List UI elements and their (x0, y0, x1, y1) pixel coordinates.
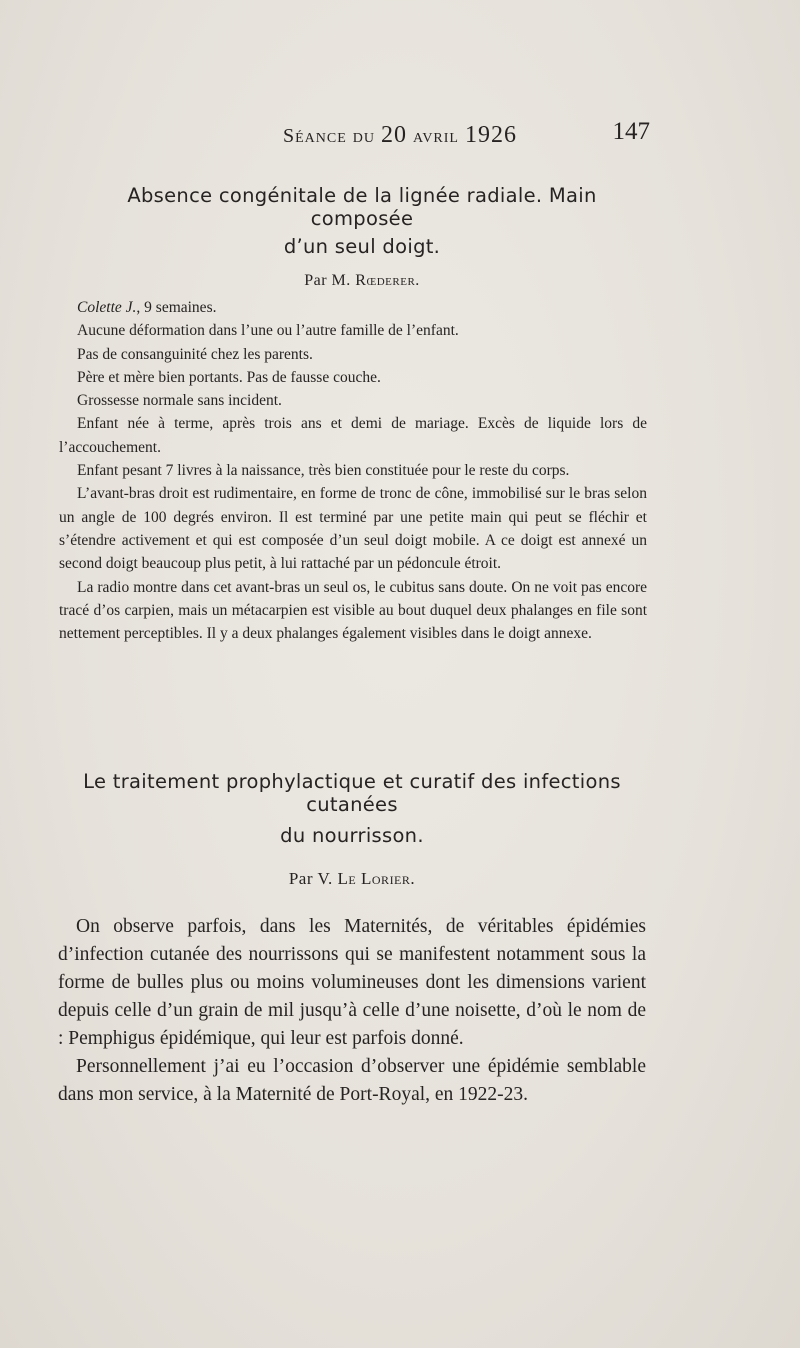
paragraph: L’avant-bras droit est rudimentaire, en forme de tronc de cône, immobilisé sur le bras selon un angle de 100 degrés environ. Il est terminé par une petite main qui peut se fléchir et s’étendre activement et qui est composée d’un seul doigt mobile. A ce doigt est annexé un second doigt beaucoup plus petit, à lui rattaché par un pédoncule étroit. (59, 485, 647, 573)
byline-prefix: Par M. (304, 272, 356, 289)
running-title-month: avril (407, 125, 465, 147)
paragraph: Personnellement j’ai eu l’occasion d’observer une épidémie semblable dans mon service, à la Maternité de Port-Royal, en 1922-23. (58, 1056, 646, 1105)
article-title-line-2: d’un seul doigt. (283, 235, 441, 258)
article-body (59, 296, 647, 645)
byline-prefix: Par V. (288, 869, 338, 888)
paragraph: Aucune déformation dans l’une ou l’autre famille de l’enfant. (77, 322, 459, 340)
paragraph: Pas de consanguinité chez les parents. (77, 345, 313, 363)
paragraph: Enfant née à terme, après trois ans et demi de mariage. Excès de liquide lors de l’accouchement. (59, 415, 647, 456)
running-header (0, 118, 800, 152)
paragraph: On observe parfois, dans les Maternités, de véritables épidémies d’infection cutanée des nourrissons qui se manifestent notamment sous la forme de bulles plus ou moins volumineuses dont les dimensions varient depuis celle d’un grain de mil jusqu’à celle d’une noisette, d’où le nom de : Pemphigus épidémique, qui leur est parfois donné. (58, 916, 646, 1049)
patient-name: Colette J. (77, 299, 137, 316)
article-absence-congenitale (59, 184, 647, 645)
article-title-line-2: du nourrisson. (280, 824, 424, 847)
page-number: 147 (612, 118, 650, 145)
article-title-line-1: Absence congénitale de la lignée radiale. Main composée (127, 184, 597, 230)
running-title-part: Séance du (283, 125, 382, 147)
patient-age: , 9 semaines. (136, 299, 217, 316)
running-title-day: 20 (381, 122, 408, 148)
byline-author: Le Lorier. (337, 869, 416, 888)
paragraph: Père et mère bien portants. Pas de fausse couche. (77, 368, 381, 386)
running-title (0, 122, 800, 149)
article-title-line-1: Le traitement prophylactique et curatif des infections cutanées (83, 770, 621, 816)
paragraph: Grossesse normale sans incident. (77, 392, 282, 410)
article-byline (58, 869, 646, 889)
article-traitement-prophylactique (58, 770, 646, 1109)
article-body (58, 913, 646, 1109)
paragraph: Enfant pesant 7 livres à la naissance, très bien constituée pour le reste du corps. (77, 462, 570, 480)
paragraph: La radio montre dans cet avant-bras un seul os, le cubitus sans doute. On ne voit pas encore tracé d’os carpien, mais un métacarpien est visible au bout duquel deux phalanges en file sont nettement perceptibles. Il y a deux phalanges également visibles dans le doigt annexe. (59, 578, 647, 643)
patient-line (77, 296, 647, 319)
running-title-year: 1926 (464, 122, 517, 148)
article-byline (77, 272, 647, 290)
byline-author: Rœderer. (355, 272, 420, 289)
